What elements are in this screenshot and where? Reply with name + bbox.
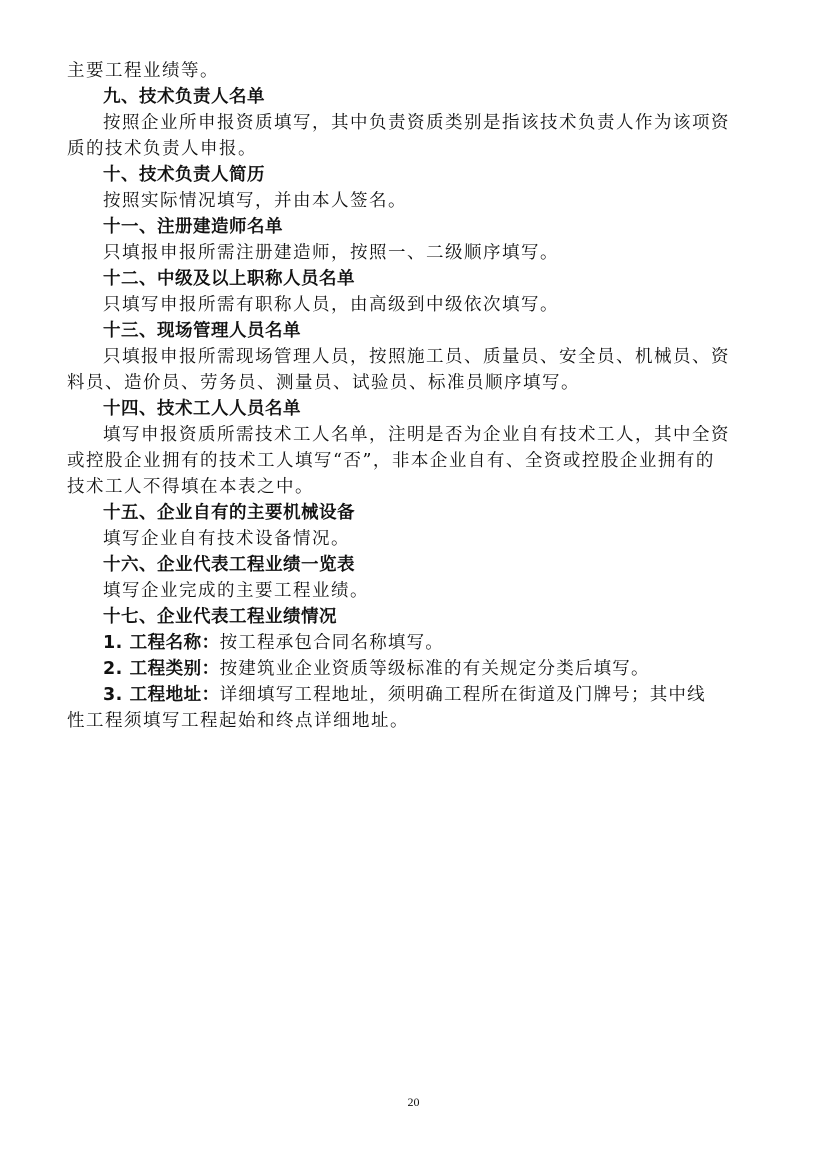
- section-heading-14: 十四、技术工人人员名单: [103, 399, 301, 419]
- list-item-label: 工程名称：: [129, 633, 220, 653]
- list-item-text: 按建筑业企业资质等级标准的有关规定分类后填写。: [219, 659, 650, 679]
- section-15-line-1: 填写企业自有技术设备情况。: [103, 529, 350, 549]
- section-heading-15: 十五、企业自有的主要机械设备: [103, 503, 355, 523]
- section-heading-16: 十六、企业代表工程业绩一览表: [103, 555, 355, 575]
- list-item-1: [67, 630, 757, 656]
- section-heading-11: 十一、注册建造师名单: [103, 217, 283, 237]
- section-14-line-2: 或控股企业拥有的技术工人填写“否”，非本企业自有、全资或控股企业拥有的: [67, 451, 715, 471]
- section-12-line-1: 只填写申报所需有职称人员，由高级到中级依次填写。: [103, 295, 559, 315]
- section-heading-17: 十七、企业代表工程业绩情况: [103, 607, 337, 627]
- section-11-line-1: 只填报申报所需注册建造师，按照一、二级顺序填写。: [103, 243, 559, 263]
- section-heading-10: 十、技术负责人简历: [103, 165, 265, 185]
- section-heading-12: 十二、中级及以上职称人员名单: [103, 269, 355, 289]
- section-13-line-1: 只填报申报所需现场管理人员，按照施工员、质量员、安全员、机械员、资: [103, 347, 730, 367]
- list-item-3-continuation: 性工程须填写工程起始和终点详细地址。: [67, 711, 409, 731]
- carry-over-text: 主要工程业绩等。: [67, 61, 219, 81]
- section-heading-13: 十三、现场管理人员名单: [103, 321, 301, 341]
- list-item-label: 工程类别：: [129, 659, 220, 679]
- list-item-number: 1.: [103, 633, 123, 653]
- section-heading-9: 九、技术负责人名单: [103, 87, 265, 107]
- section-9-line-2: 质的技术负责人申报。: [67, 139, 257, 159]
- list-item-2: [67, 656, 757, 682]
- list-item-text: 详细填写工程地址，须明确工程所在街道及门牌号；其中线: [219, 685, 706, 705]
- section-14-line-1: 填写申报资质所需技术工人名单，注明是否为企业自有技术工人，其中全资: [103, 425, 730, 445]
- section-10-line-1: 按照实际情况填写，并由本人签名。: [103, 191, 407, 211]
- section-13-line-2: 料员、造价员、劳务员、测量员、试验员、标准员顺序填写。: [67, 373, 580, 393]
- section-16-line-1: 填写企业完成的主要工程业绩。: [103, 581, 369, 601]
- list-item-text: 按工程承包合同名称填写。: [219, 633, 444, 653]
- section-14-line-3: 技术工人不得填在本表之中。: [67, 477, 314, 497]
- list-item-number: 2.: [103, 659, 123, 679]
- list-item-label: 工程地址：: [129, 685, 220, 705]
- page-content: [67, 58, 757, 734]
- section-9-line-1: 按照企业所申报资质填写，其中负责资质类别是指该技术负责人作为该项资: [103, 113, 730, 133]
- list-item-3: [67, 682, 757, 708]
- page-number: 20: [407, 1095, 420, 1109]
- list-item-number: 3.: [103, 685, 123, 705]
